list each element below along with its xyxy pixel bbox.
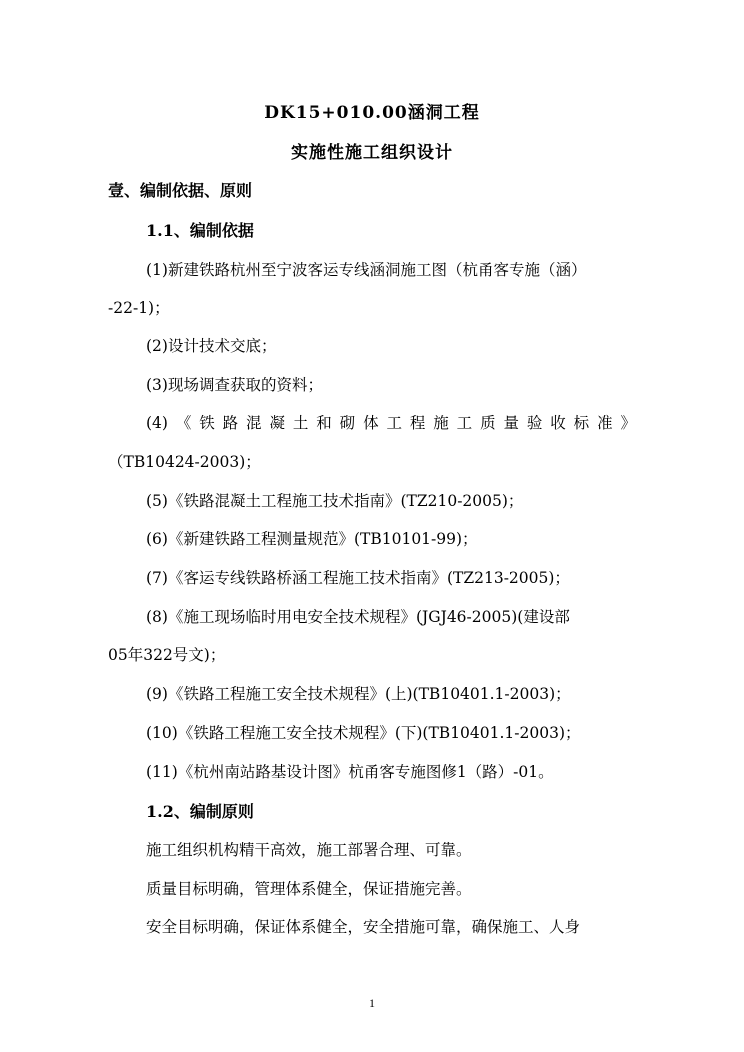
section-heading-1: 壹、编制依据、原则 [108, 181, 253, 200]
document-title-line1: DK15+010.00涵洞工程 [264, 103, 480, 123]
subsection-heading-1-2: 1.2、编制原则 [146, 802, 254, 821]
basis-item-9: (9)《铁路工程施工安全技术规程》(上)(TB10401.1-2003)； [146, 685, 571, 703]
basis-item-5: (5)《铁路混凝土工程施工技术指南》(TZ210-2005)； [146, 492, 524, 510]
principle-2: 质量目标明确，管理体系健全，保证措施完善。 [146, 880, 472, 898]
principle-1: 施工组织机构精干高效，施工部署合理、可靠。 [146, 841, 472, 859]
basis-item-11: (11)《杭州南站路基设计图》杭甬客专施图修1（路）-01。 [146, 763, 554, 781]
page-number: 1 [369, 996, 375, 1010]
subsection-heading-1-1: 1.1、编制依据 [146, 221, 254, 240]
basis-item-10: (10)《铁路工程施工安全技术规程》(下)(TB10401.1-2003)； [146, 724, 581, 742]
basis-item-4: (4)《铁路混凝土和砌体工程施工质量验收标准》 [146, 414, 636, 432]
basis-item-8-cont: 05年322号文)； [108, 646, 226, 664]
basis-item-6: (6)《新建铁路工程测量规范》(TB10101-99)； [146, 530, 478, 548]
basis-item-4-cont: （TB10424-2003)； [108, 453, 261, 471]
basis-item-2: (2)设计技术交底； [146, 337, 277, 355]
document-title-line2: 实施性施工组织设计 [291, 143, 453, 163]
basis-item-1-cont: -22-1)； [108, 299, 170, 317]
basis-item-1: (1)新建铁路杭州至宁波客运专线涵洞施工图（杭甬客专施（涵） [146, 261, 587, 279]
principle-3: 安全目标明确，保证体系健全，安全措施可靠，确保施工、人身 [146, 918, 581, 936]
basis-item-8: (8)《施工现场临时用电安全技术规程》(JGJ46-2005)(建设部 [146, 608, 570, 626]
basis-item-3: (3)现场调查获取的资料； [146, 376, 323, 394]
basis-item-7: (7)《客运专线铁路桥涵工程施工技术指南》(TZ213-2005)； [146, 569, 570, 587]
